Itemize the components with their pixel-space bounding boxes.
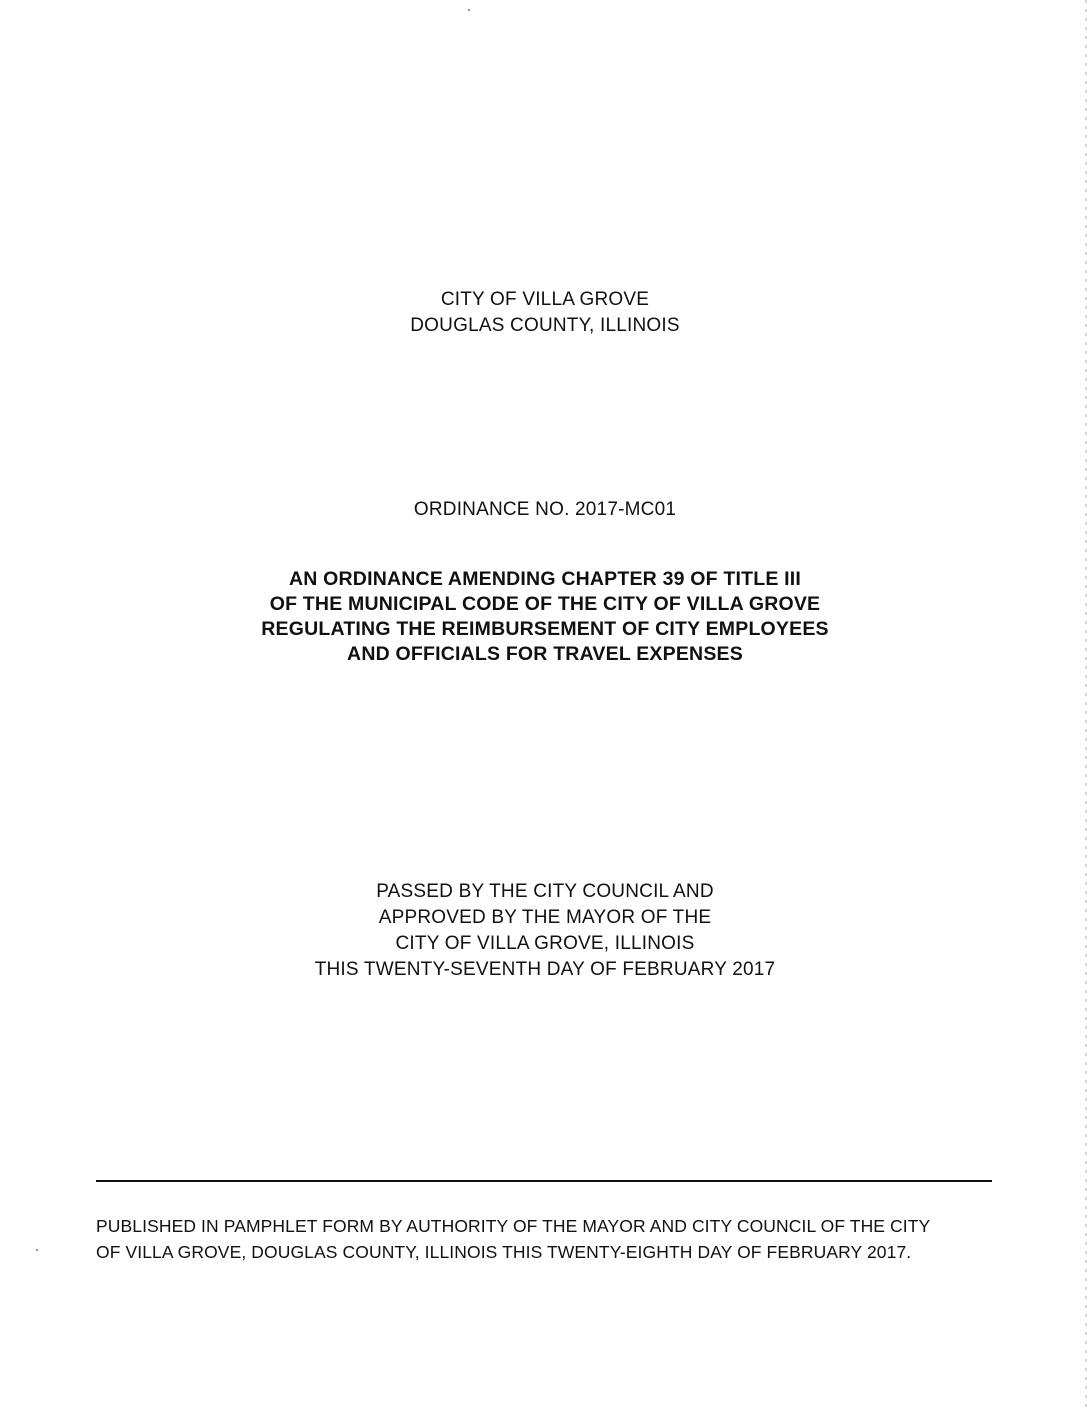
city-name: CITY OF VILLA GROVE bbox=[440, 289, 650, 310]
horizontal-divider bbox=[96, 1180, 992, 1182]
ordinance-title-line: AND OFFICIALS FOR TRAVEL EXPENSES bbox=[347, 643, 743, 665]
passage-line: THIS TWENTY-SEVENTH DAY OF FEBRUARY 2017 bbox=[314, 959, 776, 980]
passage-line: APPROVED BY THE MAYOR OF THE bbox=[378, 907, 712, 928]
passage-line: CITY OF VILLA GROVE, ILLINOIS bbox=[395, 933, 695, 954]
publication-line: PUBLISHED IN PAMPHLET FORM BY AUTHORITY OF THE MAYOR AND CITY COUNCIL OF THE CITY bbox=[96, 1216, 931, 1236]
ordinance-title-line: OF THE MUNICIPAL CODE OF THE CITY OF VILLA GROVE bbox=[269, 593, 821, 615]
scan-speck bbox=[468, 9, 470, 11]
scan-edge-artifact bbox=[1085, 0, 1087, 1408]
ordinance-title-line: REGULATING THE REIMBURSEMENT OF CITY EMPLOYEES bbox=[261, 618, 829, 640]
scan-speck bbox=[36, 1249, 38, 1251]
ordinance-number-text: ORDINANCE NO. 2017-MC01 bbox=[413, 499, 677, 520]
ordinance-title bbox=[0, 567, 1090, 667]
ordinance-title-line: AN ORDINANCE AMENDING CHAPTER 39 OF TITLE III bbox=[288, 568, 802, 590]
passage-line: PASSED BY THE CITY COUNCIL AND bbox=[376, 881, 714, 902]
publication-notice bbox=[96, 1213, 1001, 1265]
county-name: DOUGLAS COUNTY, ILLINOIS bbox=[410, 315, 680, 336]
city-header bbox=[0, 287, 1090, 339]
passage-statement bbox=[0, 879, 1090, 983]
ordinance-number bbox=[0, 497, 1090, 523]
publication-line: OF VILLA GROVE, DOUGLAS COUNTY, ILLINOIS THIS TWENTY-EIGHTH DAY OF FEBRUARY 2017. bbox=[96, 1242, 912, 1262]
